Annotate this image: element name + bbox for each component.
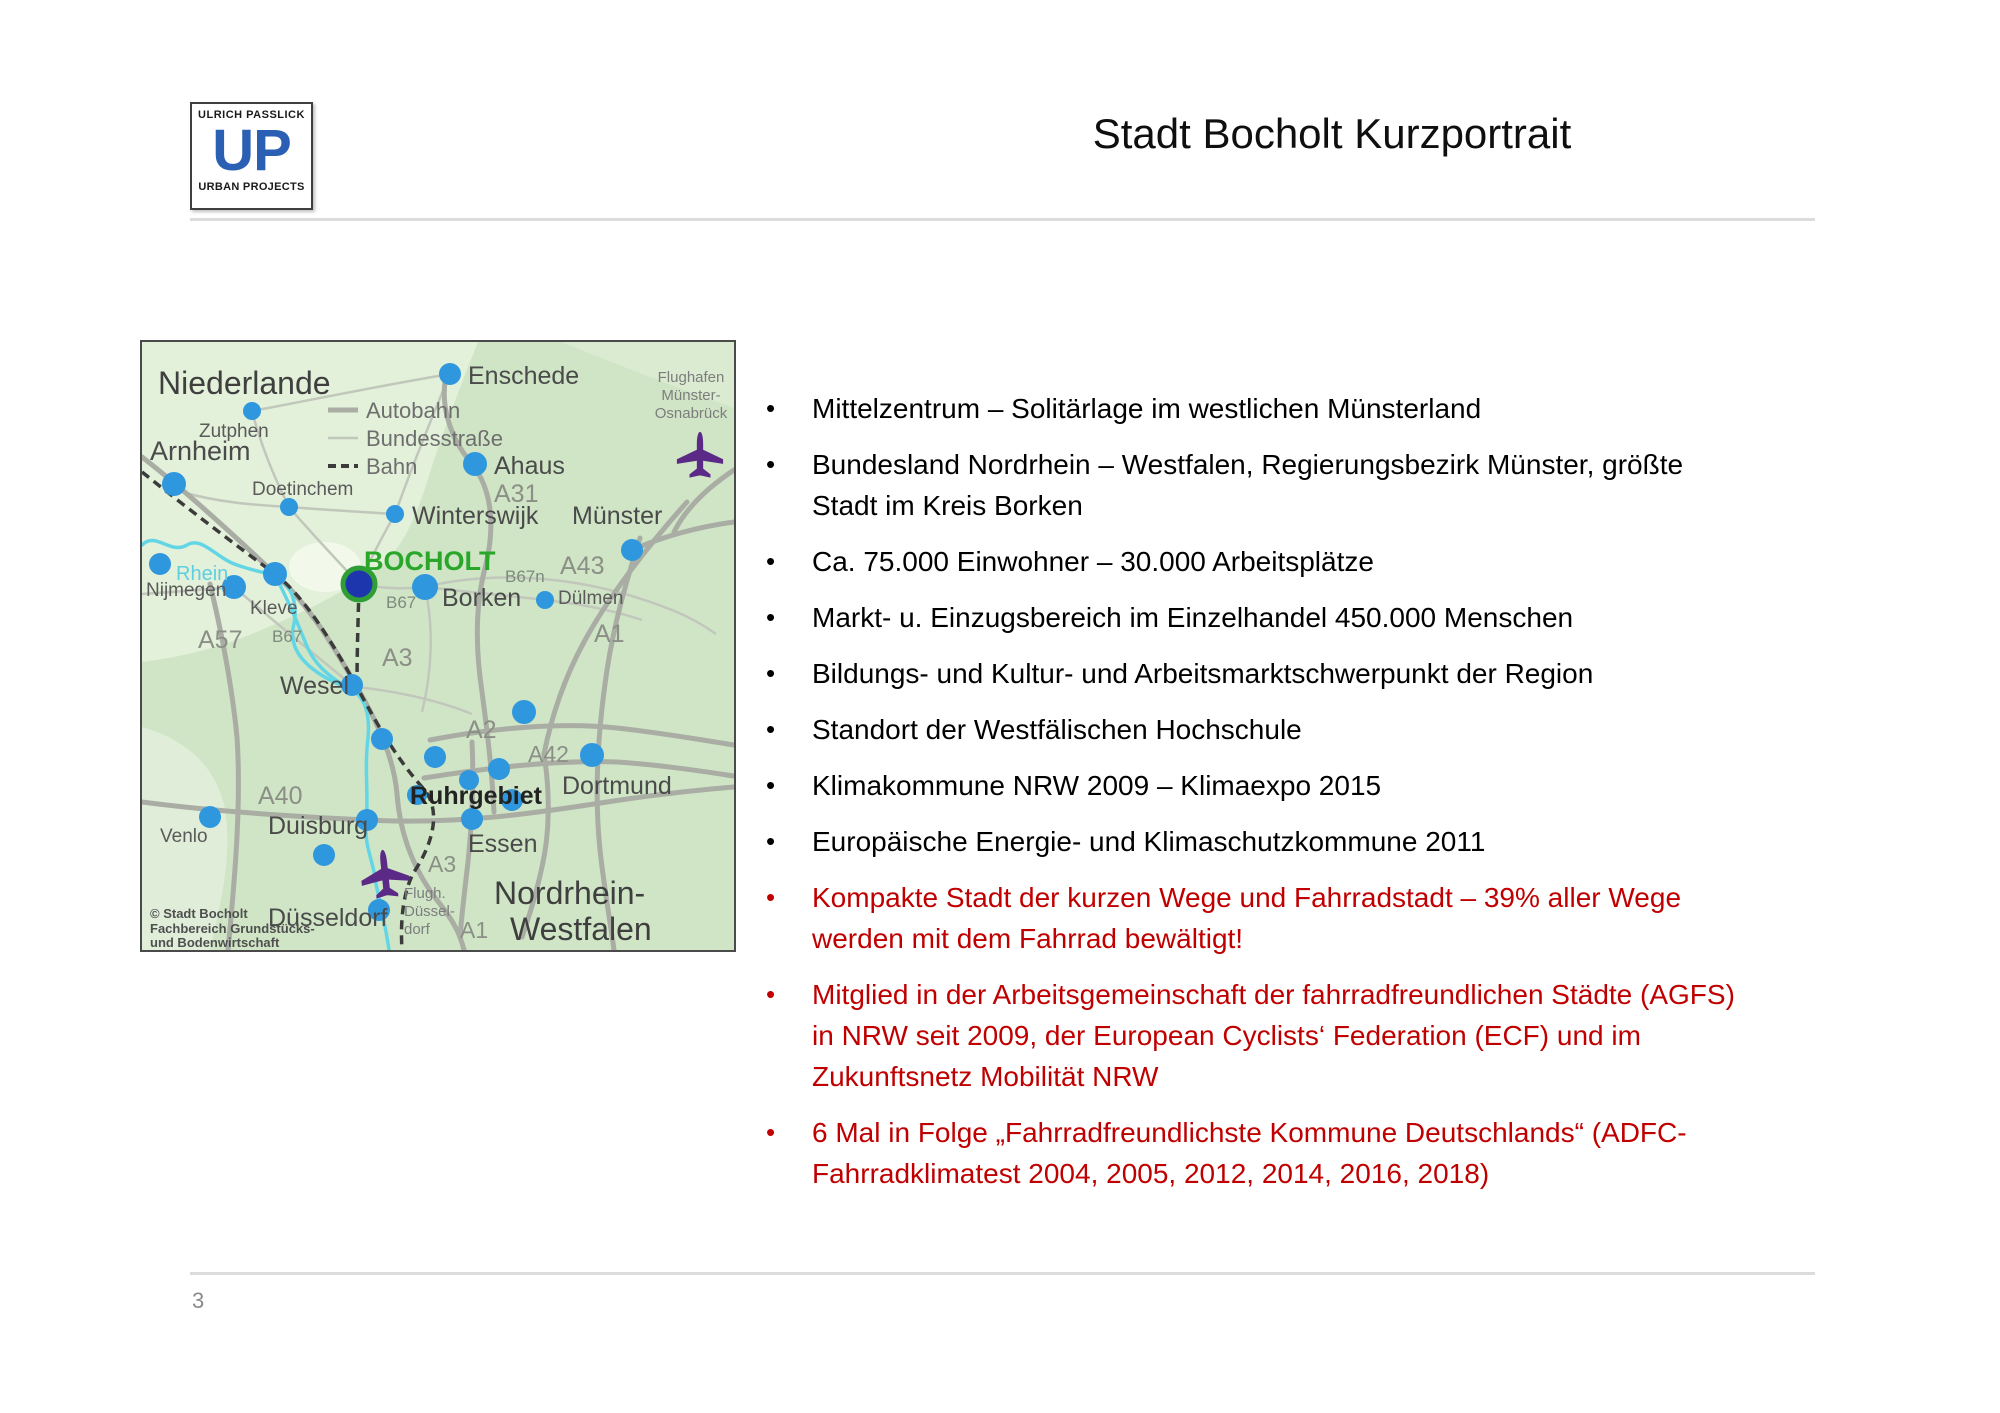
map-label: Osnabrück [654,405,728,422]
city-dot [621,539,643,561]
slide-title: Stadt Bocholt Kurzportrait [1092,110,1572,157]
map-label: Dülmen [558,588,624,609]
bullet-item: • 6 Mal in Folge „Fahrradfreundlichste Kommune Deutschlands“ (ADFC-Fahrradklimatest 2004, 2005, 2012, 2014, 2016, 2018) [760,1112,1735,1194]
map-label: A57 [198,626,243,654]
map-label: BOCHOLT [364,546,496,576]
map-label: Münster [572,502,663,530]
map-label: Dortmund [562,772,672,800]
map-label: Nijmegen [146,580,227,601]
map-label: Westfalen [510,911,652,947]
map-label: Arnheim [150,436,251,466]
region-map [140,340,736,952]
map-label: Düssel- [404,903,455,920]
map-label: Fachbereich Grundstücks- [150,921,315,936]
map-label: Rhein [176,563,229,585]
bullet-item: • Mitglied in der Arbeitsgemeinschaft der fahrradfreundlichen Städte (AGFS) in NRW seit 2009, der European Cyclists‘ Federation (ECF) und im Zukunftsnetz Mobilität NRW [760,974,1735,1097]
city-dot [199,806,221,828]
bullet-item: • Bildungs- und Kultur- und Arbeitsmarktschwerpunkt der Region [760,653,1735,694]
bullet-item: • Kompakte Stadt der kurzen Wege und Fahrradstadt – 39% aller Wege werden mit dem Fahrrad bewältigt! [760,877,1735,959]
city-dot [386,505,404,523]
map-label: und Bodenwirtschaft [150,935,280,950]
map-label: Winterswijk [412,502,539,530]
map-label: Bahn [366,454,418,479]
map-label: Autobahn [366,398,461,423]
map-label: Wesel [280,672,350,700]
bullet-item: • Standort der Westfälischen Hochschule [760,709,1735,750]
map-label: Flughafen [657,369,725,386]
footer-divider [190,1272,1815,1275]
map-label: Doetinchem [252,479,354,500]
map-label: A1 [594,620,625,648]
city-dot [424,746,446,768]
map-label: Düsseldorf [268,904,388,932]
map-label: © Stadt Bocholt [150,906,248,921]
map-label: Venlo [160,826,208,847]
city-dot [461,808,483,830]
map-label: Bundesstraße [366,426,503,451]
map-label: A3 [428,851,457,877]
region-map-svg [142,342,734,950]
logo-top-text: ULRICH PASSLICK [198,109,305,121]
map-label: Niederlande [158,365,331,401]
city-dot [488,758,510,780]
city-dot [580,743,604,767]
city-dot [463,452,487,476]
map-label: Borken [442,584,522,612]
city-dot [512,700,536,724]
map-label: A2 [466,716,497,744]
bullet-item: • Ca. 75.000 Einwohner – 30.000 Arbeitsplätze [760,541,1735,582]
city-dot [149,553,171,575]
logo-initials: UP [212,118,291,183]
city-dot [280,498,298,516]
map-label: A3 [382,644,413,672]
map-label: Flugh. [404,885,446,902]
map-label: Ahaus [494,452,565,480]
map-label: A31 [494,480,539,508]
bullet-item: • Klimakommune NRW 2009 – Klimaexpo 2015 [760,765,1735,806]
map-label: B67 [386,593,417,612]
bullet-item: • Europäische Energie- und Klimaschutzkommune 2011 [760,821,1735,862]
map-label: B67 [272,627,303,646]
map-label: Essen [468,830,538,858]
map-label: A43 [560,552,605,580]
logo-bottom-text: URBAN PROJECTS [198,181,305,193]
map-label: A42 [528,741,569,767]
company-logo [190,102,313,210]
city-dot [243,402,261,420]
city-dot [371,728,393,750]
map-label: Münster- [661,387,721,404]
map-label: Nordrhein- [494,875,646,911]
map-label: Kleve [250,598,298,619]
map-label: Zutphen [199,421,269,442]
map-label: Ruhrgebiet [410,782,542,810]
map-label: Duisburg [268,812,369,840]
map-label: Enschede [468,362,580,390]
city-dot [263,562,287,586]
city-dot [439,363,461,385]
header-divider [190,218,1815,221]
map-label: A1 [460,917,489,943]
map-label: A40 [258,782,303,810]
bullet-list [760,388,1735,1209]
bullet-item: • Bundesland Nordrhein – Westfalen, Regierungsbezirk Münster, größte Stadt im Kreis Borken [760,444,1735,526]
city-dot [162,472,186,496]
map-label: dorf [404,921,430,938]
bullet-item: • Mittelzentrum – Solitärlage im westlichen Münsterland [760,388,1735,429]
city-dot [313,844,335,866]
page-number: 3 [192,1288,205,1313]
city-dot [536,591,554,609]
map-label: B67n [505,567,545,586]
bullet-item: • Markt- u. Einzugsbereich im Einzelhandel 450.000 Menschen [760,597,1735,638]
